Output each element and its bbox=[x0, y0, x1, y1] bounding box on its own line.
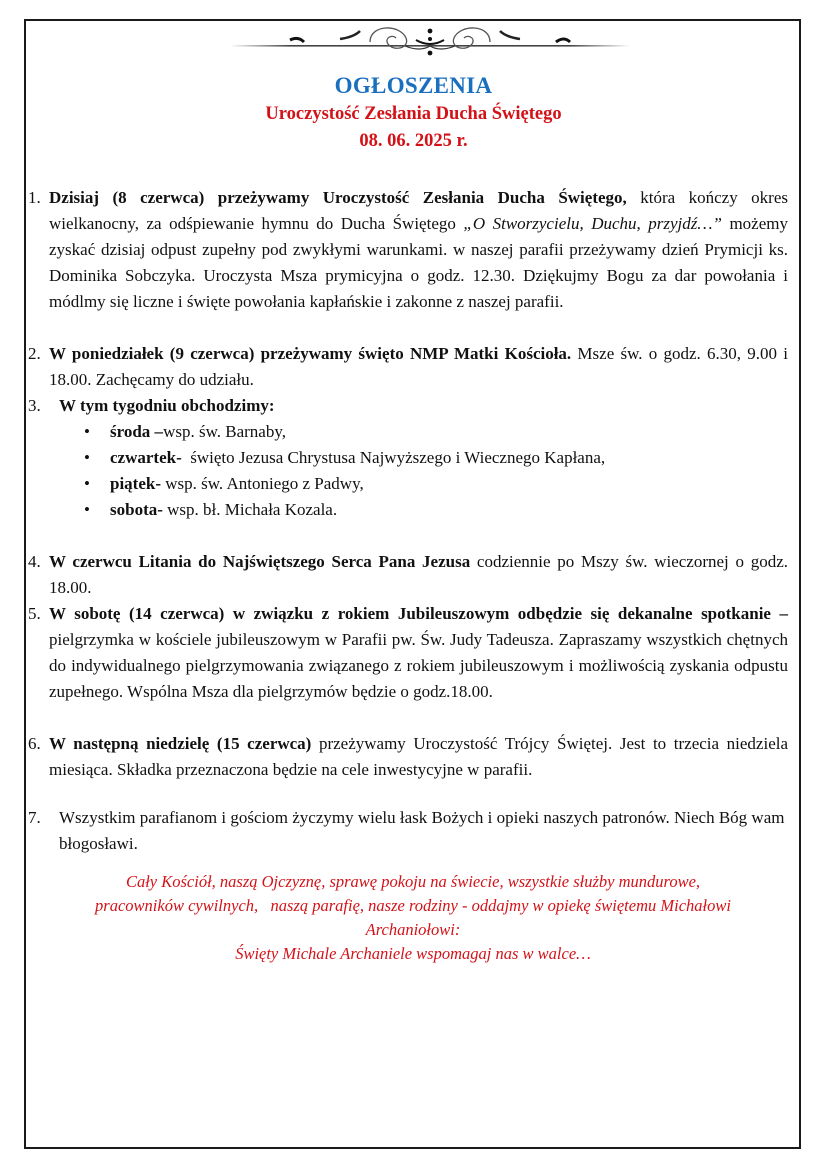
announcement-item-2 bbox=[28, 341, 788, 393]
list-item bbox=[80, 419, 780, 445]
weekday: środa – bbox=[110, 422, 164, 441]
announcement-date: 08. 06. 2025 r. bbox=[359, 131, 468, 151]
feast-text: święto Jezusa Chrystusa Najwyższego i Wiecznego Kapłana, bbox=[181, 448, 606, 467]
weekly-feasts-list bbox=[80, 419, 780, 523]
item-number: 6. bbox=[28, 734, 41, 753]
list-item bbox=[80, 445, 780, 471]
announcement-item-7 bbox=[28, 805, 788, 857]
feast-text: wsp. bł. Michała Kozala. bbox=[162, 500, 338, 519]
weekday: czwartek- bbox=[110, 448, 182, 467]
feast-text: wsp. św. Antoniego z Padwy, bbox=[161, 474, 364, 493]
item-text: Wszystkim parafianom i gościom życzymy wielu łask Bożych i opieki naszych patronów. Niech Bóg wam błogosławi. bbox=[59, 808, 785, 853]
list-item bbox=[80, 471, 780, 497]
item-text-cont: możemy zyskać dzisiaj odpust zupełny pod zwykłymi warunkami. w naszej parafii przeżywamy dzień Prymicji ks. Dominika Sobczyka. Uroczysta Msza prymicyjna o godz. 12.30. Dziękujmy Bogu za dar powołania i módlmy się liczne i święte powołania kapłańskie i zakonne z naszej parafii. bbox=[49, 214, 788, 311]
item-text: pielgrzymka w kościele jubileuszowym w Parafii pw. Św. Judy Tadeusza. Zapraszamy wszystkich chętnych do indywidualnego pielgrzymowania związanego z rokiem jubileuszowym i możliwością zyskania odpustu zupełnego. Wspólna Msza dla pielgrzymów będzie o godz.18.00. bbox=[49, 630, 788, 701]
item-bold-lead: W poniedziałek (9 czerwca) przeżywamy święto NMP Matki Kościoła. bbox=[49, 344, 572, 363]
announcement-item-6 bbox=[28, 731, 788, 783]
page-title: OGŁOSZENIA bbox=[334, 73, 493, 98]
bullet-icon: • bbox=[84, 448, 90, 467]
weekday: sobota- bbox=[110, 500, 163, 519]
weekday: piątek- bbox=[110, 474, 161, 493]
bullet-icon: • bbox=[84, 474, 90, 493]
item-text: która kończy okres wielkanocny, za odśpiewanie hymnu do Ducha Świętego bbox=[49, 188, 788, 233]
item-number: 4. bbox=[28, 552, 41, 571]
item-text: Msze św. o godz. 6.30, 9.00 i 18.00. Zachęcamy do udziału. bbox=[49, 344, 788, 389]
closing-prayer bbox=[28, 870, 798, 966]
prayer-line: pracowników cywilnych, naszą parafię, nasze rodziny - oddajmy w opiekę świętemu Michałowi bbox=[95, 896, 731, 915]
item-number: 5. bbox=[28, 604, 41, 623]
list-item bbox=[80, 497, 780, 523]
item-number: 3. bbox=[28, 396, 41, 415]
announcement-item-3 bbox=[28, 393, 788, 419]
hymn-title: „O Stworzycielu, Duchu, przyjdź…” bbox=[463, 214, 722, 233]
prayer-line: Cały Kościół, naszą Ojczyznę, sprawę pokoju na świecie, wszystkie służby mundurowe, bbox=[125, 872, 701, 891]
item-text: przeżywamy Uroczystość Trójcy Świętej. Jest to trzecia niedziela miesiąca. Składka przeznaczona będzie na cele inwestycyjne w parafii. bbox=[49, 734, 789, 779]
item-bold-lead: W następną niedzielę (15 czerwca) bbox=[49, 734, 312, 753]
item-bold-lead: W tym tygodniu obchodzimy: bbox=[59, 396, 275, 415]
item-text: codziennie po Mszy św. wieczornej o godz. 18.00. bbox=[49, 552, 788, 597]
item-bold-lead: W sobotę (14 czerwca) w związku z rokiem Jubileuszowym odbędzie się dekanalne spotkanie – bbox=[49, 604, 788, 623]
feast-text: wsp. św. Barnaby, bbox=[163, 422, 286, 441]
prayer-line: Archaniołowi: bbox=[365, 920, 461, 939]
bullet-icon: • bbox=[84, 500, 90, 519]
bullet-icon: • bbox=[84, 422, 90, 441]
announcement-item-1 bbox=[28, 185, 788, 315]
item-bold-lead: W czerwcu Litania do Najświętszego Serca Pana Jezusa bbox=[49, 552, 471, 571]
announcement-item-5 bbox=[28, 601, 788, 705]
item-number: 7. bbox=[28, 808, 41, 827]
item-bold-lead: Dzisiaj (8 czerwca) przeżywamy Uroczystość Zesłania Ducha Świętego, bbox=[49, 188, 627, 207]
item-number: 2. bbox=[28, 344, 41, 363]
flourish-ornament-icon bbox=[230, 22, 630, 62]
announcement-item-4 bbox=[28, 549, 788, 601]
prayer-invocation: Święty Michale Archaniele wspomagaj nas w walce… bbox=[235, 944, 591, 963]
item-number: 1. bbox=[28, 188, 41, 207]
feast-subtitle: Uroczystość Zesłania Ducha Świętego bbox=[265, 104, 562, 124]
